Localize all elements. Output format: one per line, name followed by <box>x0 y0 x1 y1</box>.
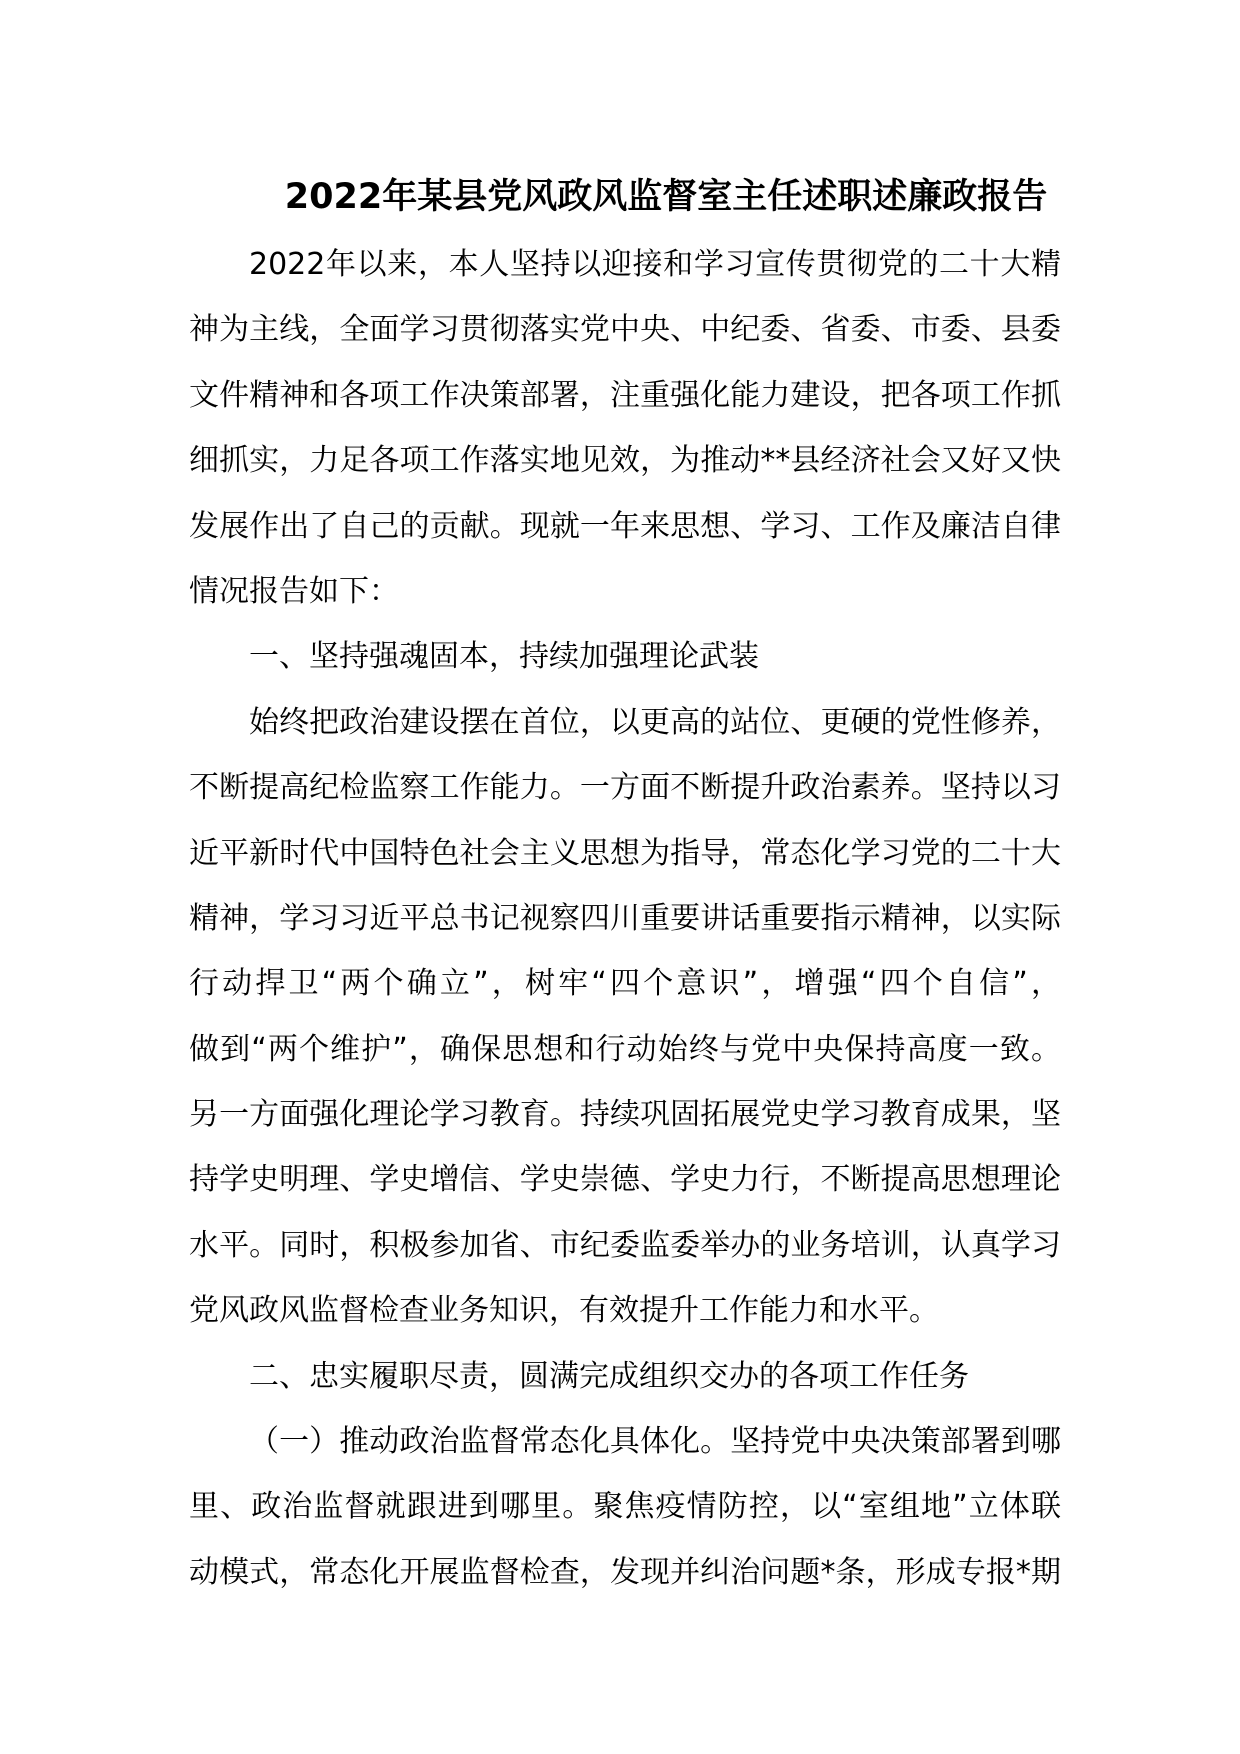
text-line: 文件精神和各项工作决策部署，注重强化能力建设，把各项工作抓 <box>189 377 1061 413</box>
paragraph <box>189 690 1061 1344</box>
text-line: 持学史明理、学史增信、学史崇德、学史力行，不断提高思想理论 <box>189 1162 1061 1198</box>
text-line: 二、忠实履职尽责，圆满完成组织交办的各项工作任务 <box>249 1358 969 1394</box>
text-line: 里、政治监督就跟进到哪里。聚焦疫情防控，以“室组地”立体联 <box>189 1489 1061 1525</box>
document-title: 2022年某县党风政风监督室主任述职述廉政报告 <box>284 177 1048 217</box>
document-body <box>189 232 1061 1605</box>
text-line: 细抓实，力足各项工作落实地见效，为推动**县经济社会又好又快 <box>189 443 1061 479</box>
text-line: 做到“两个维护”，确保思想和行动始终与党中央保持高度一致。 <box>189 1031 1061 1067</box>
paragraph <box>189 232 1061 624</box>
text-line: 动模式，常态化开展监督检查，发现并纠治问题*条，形成专报*期 <box>189 1554 1061 1590</box>
text-line: 始终把政治建设摆在首位，以更高的站位、更硬的党性修养， <box>249 704 1061 740</box>
paragraph <box>189 1409 1061 1605</box>
text-line: 2022年以来，本人坚持以迎接和学习宣传贯彻党的二十大精 <box>249 247 1061 282</box>
text-line: 另一方面强化理论学习教育。持续巩固拓展党史学习教育成果，坚 <box>189 1097 1061 1133</box>
text-line: 近平新时代中国特色社会主义思想为指导，常态化学习党的二十大 <box>189 835 1061 871</box>
text-line: 情况报告如下： <box>189 573 399 609</box>
paragraph <box>189 1344 1061 1409</box>
text-line: 一、坚持强魂固本，持续加强理论武装 <box>249 639 759 675</box>
text-line: 水平。同时，积极参加省、市纪委监委举办的业务培训，认真学习 <box>189 1227 1061 1263</box>
text-line: 行动捍卫“两个确立”，树牢“四个意识”，增强“四个自信”， <box>189 966 1061 1002</box>
text-line: 神为主线，全面学习贯彻落实党中央、中纪委、省委、市委、县委 <box>189 312 1061 348</box>
text-line: （一）推动政治监督常态化具体化。坚持党中央决策部署到哪 <box>249 1424 1061 1460</box>
text-line: 不断提高纪检监察工作能力。一方面不断提升政治素养。坚持以习 <box>189 770 1061 806</box>
paragraph <box>189 624 1061 689</box>
text-line: 精神，学习习近平总书记视察四川重要讲话重要指示精神，以实际 <box>189 900 1061 936</box>
text-line: 党风政风监督检查业务知识，有效提升工作能力和水平。 <box>189 1293 939 1329</box>
text-line: 发展作出了自己的贡献。现就一年来思想、学习、工作及廉洁自律 <box>189 508 1061 544</box>
